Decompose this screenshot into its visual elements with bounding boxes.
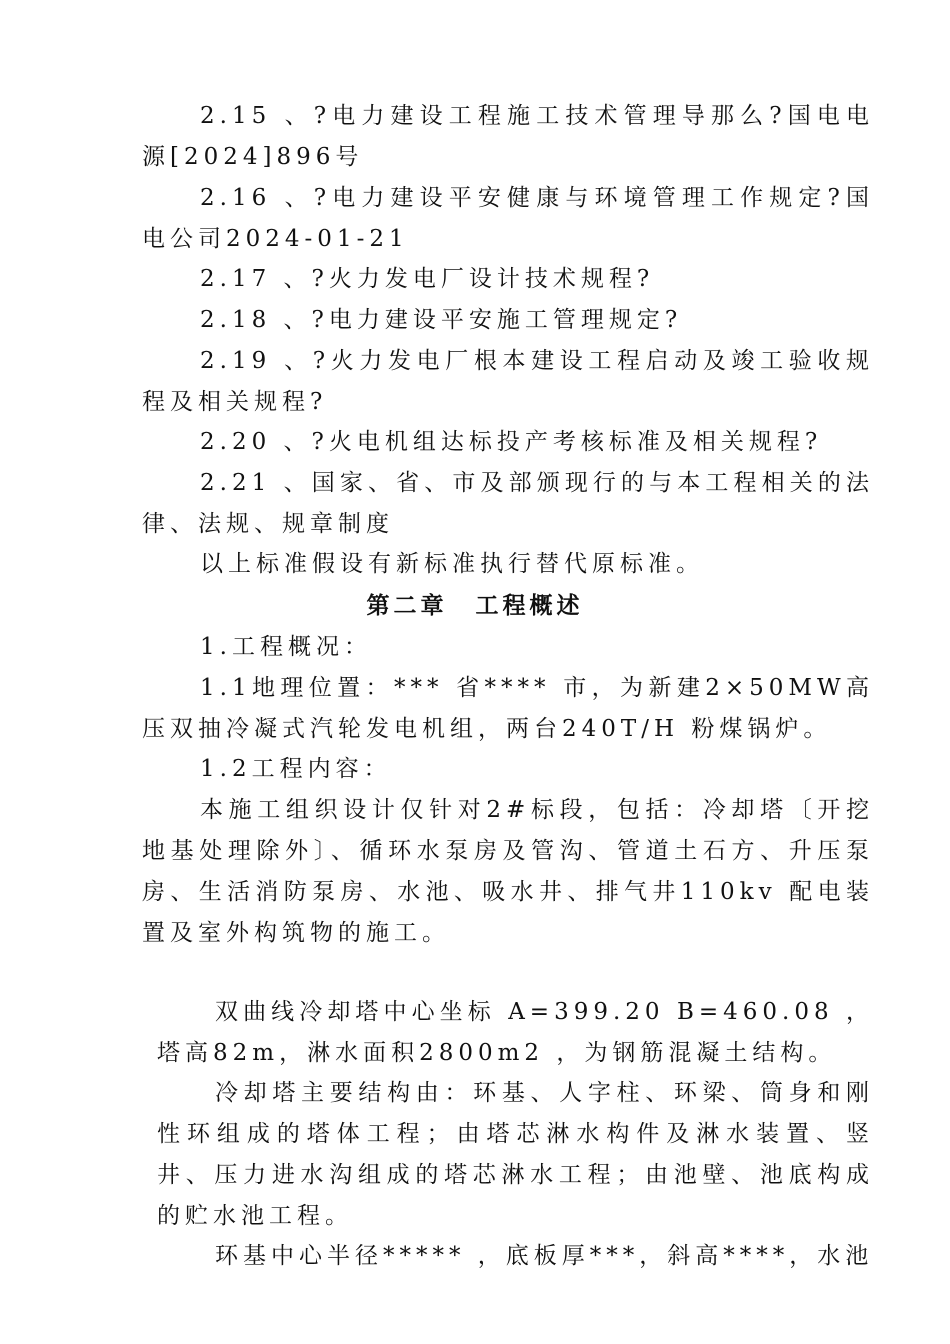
paragraph-scope: 本施工组织设计仅针对2#标段，包括：冷却塔〔开挖地基处理除外〕、循环水泵房及管沟、管道土石方、升压泵房、生活消防泵房、水池、吸水井、排气井110kv 配电装置及室外构筑物的施工。 [142,797,874,946]
paragraph-cooling-tower-structure: 冷却塔主要结构由：环基、人字柱、环梁、筒身和刚性环组成的塔体工程；由塔芯淋水构件及淋水装置、竖井、压力进水沟组成的塔芯淋水工程；由池壁、池底构成的贮水池工程。 [157,1080,874,1229]
paragraph-standard-2-19: 2.19 、?火力发电厂根本建设工程启动及竣工验收规程及相关规程? [142,348,874,415]
paragraph-ring-foundation: 环基中心半径***** ，底板厚***，斜高****，水池 [215,1243,874,1269]
chapter-number: 第二章 [366,593,448,619]
paragraph-standard-2-16: 2.16 、?电力建设平安健康与环境管理工作规定?国电公司2024-01-21 [142,185,874,252]
paragraph-standard-2-15: 2.15 、?电力建设工程施工技术管理导那么?国电电源[2024]896号 [142,103,874,170]
paragraph-content-heading: 1.2工程内容： [200,756,392,782]
paragraph-location: 1.1地理位置：*** 省**** 市，为新建2×50MW高压双抽冷凝式汽轮发电机组，两台240T/H 粉煤锅炉。 [142,675,874,742]
paragraph-standard-2-18: 2.18 、?电力建设平安施工管理规定? [200,307,683,333]
paragraph-standard-2-21: 2.21 、国家、省、市及部颁现行的与本工程相关的法律、法规、规章制度 [142,470,874,537]
paragraph-standard-2-20: 2.20 、?火电机组达标投产考核标准及相关规程? [200,429,823,455]
paragraph-standard-2-17: 2.17 、?火力发电厂设计技术规程? [200,266,655,292]
paragraph-cooling-tower-coordinates: 双曲线冷却塔中心坐标 A=399.20 B=460.08 ，塔高82m，淋水面积2800m2 ，为钢筋混凝土结构。 [157,999,874,1066]
chapter-title [0,588,950,624]
chapter-name: 工程概述 [475,593,584,619]
paragraph-project-overview-heading: 1.工程概况： [200,634,372,660]
paragraph-standards-note: 以上标准假设有新标准执行替代原标准。 [200,551,704,577]
